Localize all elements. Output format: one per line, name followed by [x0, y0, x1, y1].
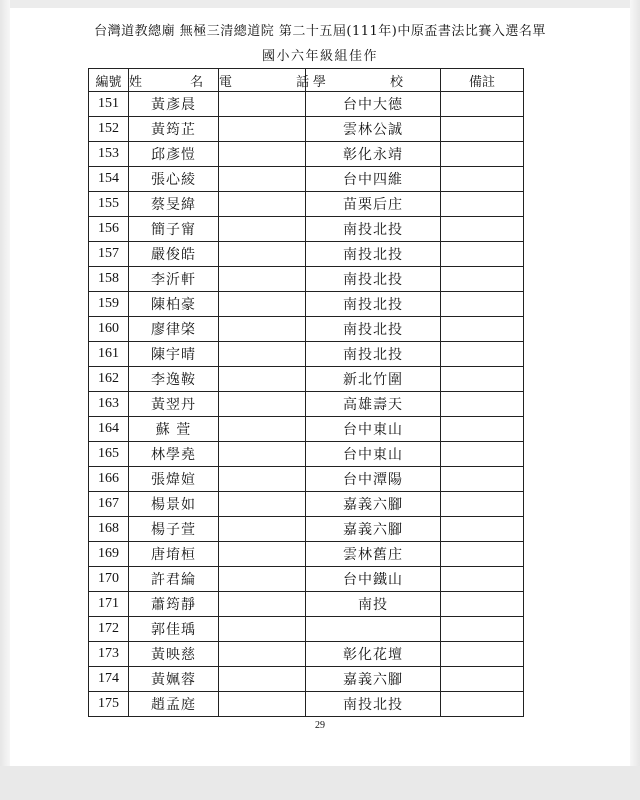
cell-school: 嘉義六腳: [306, 667, 441, 692]
table-row: [89, 492, 524, 517]
cell-phone: [219, 367, 306, 392]
cell-phone: [219, 92, 306, 117]
table-row: [89, 442, 524, 467]
cell-note: [441, 292, 524, 317]
cell-school: 高雄壽天: [306, 392, 441, 417]
cell-number: 175: [89, 692, 129, 717]
photo-frame-left: [0, 0, 10, 800]
cell-phone: [219, 692, 306, 717]
cell-note: [441, 517, 524, 542]
cell-name: 陳柏豪: [129, 292, 219, 317]
cell-number: 172: [89, 617, 129, 642]
cell-name: 楊子萱: [129, 517, 219, 542]
cell-phone: [219, 567, 306, 592]
cell-name: 李逸鞍: [129, 367, 219, 392]
cell-phone: [219, 167, 306, 192]
cell-name: 邱彥愷: [129, 142, 219, 167]
table-row: [89, 267, 524, 292]
cell-note: [441, 317, 524, 342]
table-row: [89, 292, 524, 317]
cell-phone: [219, 317, 306, 342]
cell-note: [441, 392, 524, 417]
cell-name: 李沂軒: [129, 267, 219, 292]
table-row: [89, 392, 524, 417]
cell-phone: [219, 467, 306, 492]
table-row: [89, 517, 524, 542]
cell-number: 154: [89, 167, 129, 192]
cell-phone: [219, 292, 306, 317]
cell-number: 167: [89, 492, 129, 517]
cell-phone: [219, 492, 306, 517]
cell-name: 陳宇晴: [129, 342, 219, 367]
cell-number: 169: [89, 542, 129, 567]
cell-phone: [219, 442, 306, 467]
cell-school: 彰化永靖: [306, 142, 441, 167]
cell-number: 171: [89, 592, 129, 617]
cell-school: 南投北投: [306, 317, 441, 342]
cell-school: 台中大德: [306, 92, 441, 117]
cell-note: [441, 342, 524, 367]
cell-number: 160: [89, 317, 129, 342]
table-row: [89, 667, 524, 692]
cell-school: 南投: [306, 592, 441, 617]
table-row: [89, 542, 524, 567]
cell-phone: [219, 667, 306, 692]
cell-phone: [219, 142, 306, 167]
cell-note: [441, 367, 524, 392]
cell-name: 楊景如: [129, 492, 219, 517]
cell-school: 新北竹圍: [306, 367, 441, 392]
cell-note: [441, 642, 524, 667]
cell-number: 170: [89, 567, 129, 592]
cell-note: [441, 667, 524, 692]
cell-note: [441, 417, 524, 442]
cell-phone: [219, 617, 306, 642]
cell-phone: [219, 217, 306, 242]
cell-name: 嚴俊皓: [129, 242, 219, 267]
photo-frame-right: [630, 0, 640, 800]
cell-name: 林學堯: [129, 442, 219, 467]
cell-phone: [219, 542, 306, 567]
cell-name: 蕭筠靜: [129, 592, 219, 617]
cell-school: 南投北投: [306, 692, 441, 717]
cell-phone: [219, 242, 306, 267]
cell-number: 161: [89, 342, 129, 367]
table-body: [89, 92, 524, 717]
cell-note: [441, 117, 524, 142]
cell-number: 163: [89, 392, 129, 417]
cell-note: [441, 617, 524, 642]
photo-frame-bottom: [0, 766, 640, 800]
table-row: [89, 242, 524, 267]
table-row: [89, 342, 524, 367]
cell-school: 南投北投: [306, 217, 441, 242]
document-subtitle: 國小六年級組佳作: [261, 49, 378, 64]
cell-number: 174: [89, 667, 129, 692]
table-row: [89, 467, 524, 492]
cell-school: 南投北投: [306, 292, 441, 317]
header-phone: 電 話: [219, 69, 306, 92]
cell-name: 趙孟庭: [129, 692, 219, 717]
cell-phone: [219, 417, 306, 442]
cell-school: [306, 617, 441, 642]
cell-number: 164: [89, 417, 129, 442]
header-school: 學 校: [306, 69, 441, 92]
cell-number: 156: [89, 217, 129, 242]
cell-number: 151: [89, 92, 129, 117]
cell-note: [441, 142, 524, 167]
cell-name: 黃映慈: [129, 642, 219, 667]
cell-note: [441, 92, 524, 117]
cell-school: 台中東山: [306, 417, 441, 442]
cell-school: 台中四維: [306, 167, 441, 192]
cell-school: 台中鐵山: [306, 567, 441, 592]
cell-number: 157: [89, 242, 129, 267]
table-row: [89, 592, 524, 617]
table-row: [89, 142, 524, 167]
table-row: [89, 92, 524, 117]
cell-number: 162: [89, 367, 129, 392]
cell-phone: [219, 267, 306, 292]
document-title: 台灣道教總廟 無極三清總道院 第二十五屆(111年)中原盃書法比賽入選名單: [94, 24, 546, 39]
table-row: [89, 367, 524, 392]
table-row: [89, 567, 524, 592]
cell-number: 155: [89, 192, 129, 217]
cell-name: 黃彥晨: [129, 92, 219, 117]
cell-school: 雲林公誠: [306, 117, 441, 142]
cell-phone: [219, 192, 306, 217]
table-row: [89, 617, 524, 642]
cell-school: 南投北投: [306, 342, 441, 367]
cell-phone: [219, 392, 306, 417]
cell-phone: [219, 117, 306, 142]
cell-number: 158: [89, 267, 129, 292]
cell-school: 台中潭陽: [306, 467, 441, 492]
cell-note: [441, 692, 524, 717]
cell-name: 唐堉桓: [129, 542, 219, 567]
cell-phone: [219, 642, 306, 667]
cell-name: 廖律棨: [129, 317, 219, 342]
cell-name: 郭佳瑀: [129, 617, 219, 642]
cell-number: 165: [89, 442, 129, 467]
page-number: 29: [315, 720, 325, 731]
cell-note: [441, 167, 524, 192]
table-row: [89, 167, 524, 192]
cell-number: 173: [89, 642, 129, 667]
table-row: [89, 317, 524, 342]
table-header-row: [89, 69, 524, 92]
cell-name: 張煒媗: [129, 467, 219, 492]
cell-note: [441, 267, 524, 292]
cell-name: 黃翌丹: [129, 392, 219, 417]
cell-name: 黃姵蓉: [129, 667, 219, 692]
header-name: 姓 名: [129, 69, 219, 92]
winners-table: [88, 68, 524, 717]
cell-phone: [219, 517, 306, 542]
cell-school: 雲林舊庄: [306, 542, 441, 567]
cell-note: [441, 242, 524, 267]
header-note: 備註: [441, 69, 524, 92]
table-row: [89, 217, 524, 242]
cell-number: 152: [89, 117, 129, 142]
cell-name: 蔡旻緯: [129, 192, 219, 217]
photo-frame-top: [0, 0, 640, 8]
table-row: [89, 417, 524, 442]
table-row: [89, 117, 524, 142]
cell-note: [441, 467, 524, 492]
cell-note: [441, 567, 524, 592]
cell-number: 159: [89, 292, 129, 317]
cell-note: [441, 192, 524, 217]
cell-number: 166: [89, 467, 129, 492]
cell-note: [441, 442, 524, 467]
cell-phone: [219, 592, 306, 617]
cell-note: [441, 542, 524, 567]
cell-number: 153: [89, 142, 129, 167]
cell-note: [441, 592, 524, 617]
cell-phone: [219, 342, 306, 367]
cell-note: [441, 492, 524, 517]
cell-school: 嘉義六腳: [306, 517, 441, 542]
table-row: [89, 192, 524, 217]
cell-school: 南投北投: [306, 267, 441, 292]
table-row: [89, 642, 524, 667]
cell-name: 蘇 萱: [129, 417, 219, 442]
cell-name: 黃筠芷: [129, 117, 219, 142]
cell-school: 彰化花壇: [306, 642, 441, 667]
cell-name: 許君綸: [129, 567, 219, 592]
cell-school: 苗栗后庄: [306, 192, 441, 217]
cell-school: 台中東山: [306, 442, 441, 467]
cell-number: 168: [89, 517, 129, 542]
header-number: 編號: [89, 69, 129, 92]
cell-name: 簡子甯: [129, 217, 219, 242]
cell-school: 南投北投: [306, 242, 441, 267]
cell-note: [441, 217, 524, 242]
cell-school: 嘉義六腳: [306, 492, 441, 517]
table-row: [89, 692, 524, 717]
cell-name: 張心綾: [129, 167, 219, 192]
